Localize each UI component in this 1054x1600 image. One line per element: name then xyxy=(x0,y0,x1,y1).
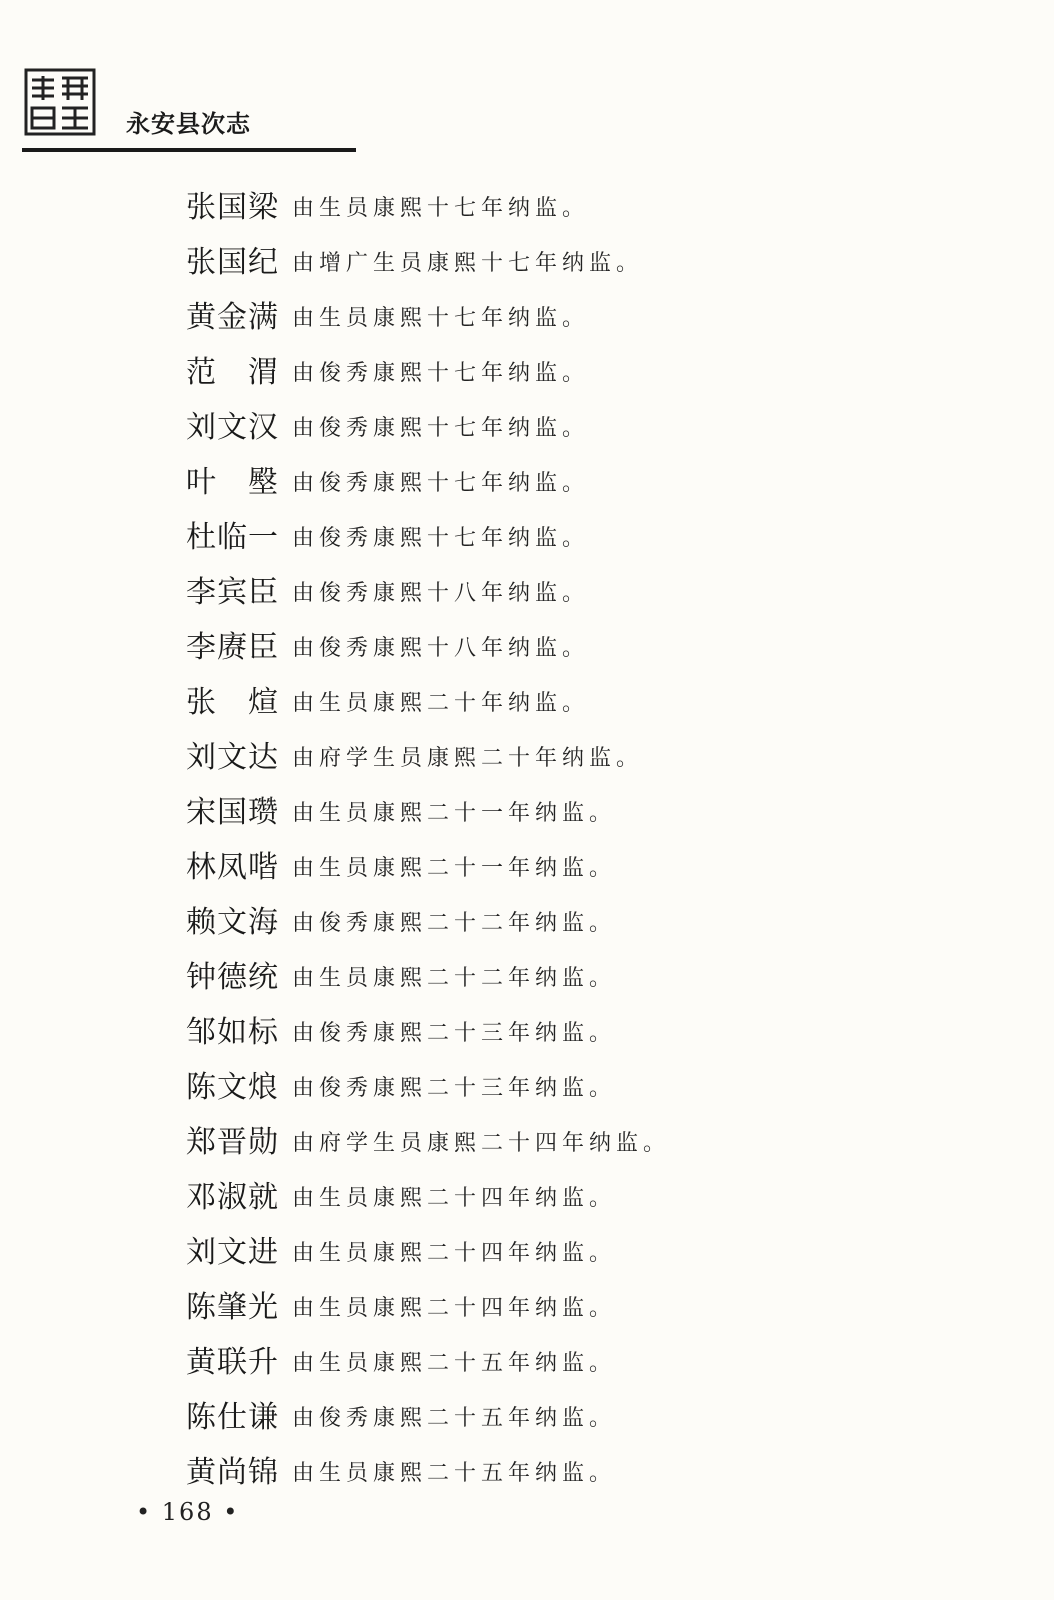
entry-name: 刘文汉 xyxy=(186,409,279,445)
entry-name: 李宾臣 xyxy=(186,574,279,610)
header-rule xyxy=(22,148,356,152)
list-item xyxy=(186,396,906,451)
entry-desc: 由俊秀康熙十八年纳监。 xyxy=(292,581,590,606)
entry-name: 邹如标 xyxy=(186,1014,279,1050)
entry-name: 郑晋勋 xyxy=(186,1124,279,1160)
entry-desc: 由俊秀康熙二十三年纳监。 xyxy=(292,1076,617,1101)
entry-desc: 由生员康熙二十五年纳监。 xyxy=(292,1461,617,1486)
entry-desc: 由府学生员康熙二十四年纳监。 xyxy=(292,1131,671,1156)
entry-desc: 由生员康熙二十一年纳监。 xyxy=(292,801,617,826)
list-item xyxy=(186,506,906,561)
entry-name: 邓淑就 xyxy=(186,1179,279,1215)
entry-name: 范 渭 xyxy=(186,354,279,390)
list-item xyxy=(186,836,906,891)
list-item xyxy=(186,341,906,396)
entry-name: 张国纪 xyxy=(186,244,279,280)
entry-name: 黄尚锦 xyxy=(186,1454,279,1490)
entry-name: 刘文达 xyxy=(186,739,279,775)
entry-name: 黄联升 xyxy=(186,1344,279,1380)
list-item xyxy=(186,1111,906,1166)
entry-name: 杜临一 xyxy=(186,519,279,555)
entry-name: 黄金满 xyxy=(186,299,279,335)
entry-name: 李赓臣 xyxy=(186,629,279,665)
seal-stamp-icon xyxy=(24,66,96,138)
entry-desc: 由俊秀康熙二十三年纳监。 xyxy=(292,1021,617,1046)
entry-name: 宋国瓒 xyxy=(186,794,279,830)
entry-name: 张国梁 xyxy=(186,189,279,225)
entry-desc: 由俊秀康熙十七年纳监。 xyxy=(292,471,590,496)
list-item xyxy=(186,1276,906,1331)
entry-name: 陈仕谦 xyxy=(186,1399,279,1435)
entry-name: 林凤喈 xyxy=(186,849,279,885)
list-item xyxy=(186,1331,906,1386)
list-item xyxy=(186,781,906,836)
entry-name: 陈肇光 xyxy=(186,1289,279,1325)
list-item xyxy=(186,1221,906,1276)
entry-name: 刘文进 xyxy=(186,1234,279,1270)
list-item xyxy=(186,1386,906,1441)
list-item xyxy=(186,451,906,506)
entry-desc: 由俊秀康熙二十二年纳监。 xyxy=(292,911,617,936)
entry-desc: 由生员康熙二十二年纳监。 xyxy=(292,966,617,991)
list-item xyxy=(186,561,906,616)
entry-desc: 由生员康熙二十四年纳监。 xyxy=(292,1241,617,1266)
entry-name: 赖文海 xyxy=(186,904,279,940)
entry-list xyxy=(186,176,906,1496)
list-item xyxy=(186,671,906,726)
entry-desc: 由生员康熙二十年纳监。 xyxy=(292,691,590,716)
list-item xyxy=(186,1166,906,1221)
entry-desc: 由生员康熙十七年纳监。 xyxy=(292,306,590,331)
list-item xyxy=(186,1441,906,1496)
entry-desc: 由生员康熙二十四年纳监。 xyxy=(292,1186,617,1211)
list-item xyxy=(186,1001,906,1056)
entry-desc: 由俊秀康熙二十五年纳监。 xyxy=(292,1406,617,1431)
entry-desc: 由生员康熙二十五年纳监。 xyxy=(292,1351,617,1376)
page-number: • 168 • xyxy=(136,1498,240,1526)
entry-desc: 由俊秀康熙十七年纳监。 xyxy=(292,416,590,441)
entry-desc: 由生员康熙二十一年纳监。 xyxy=(292,856,617,881)
entry-name: 钟德统 xyxy=(186,959,279,995)
list-item xyxy=(186,891,906,946)
list-item xyxy=(186,286,906,341)
entry-desc: 由俊秀康熙十七年纳监。 xyxy=(292,361,590,386)
entry-desc: 由生员康熙十七年纳监。 xyxy=(292,196,590,221)
list-item xyxy=(186,1056,906,1111)
entry-desc: 由俊秀康熙十八年纳监。 xyxy=(292,636,590,661)
entry-name: 叶 壂 xyxy=(186,464,279,500)
list-item xyxy=(186,231,906,286)
list-item xyxy=(186,176,906,231)
entry-desc: 由增广生员康熙十七年纳监。 xyxy=(292,251,644,276)
header-title: 永安县次志 xyxy=(126,110,251,138)
entry-desc: 由生员康熙二十四年纳监。 xyxy=(292,1296,617,1321)
entry-desc: 由府学生员康熙二十年纳监。 xyxy=(292,746,644,771)
entry-desc: 由俊秀康熙十七年纳监。 xyxy=(292,526,590,551)
entry-name: 张 煊 xyxy=(186,684,279,720)
list-item xyxy=(186,616,906,671)
entry-name: 陈文烺 xyxy=(186,1069,279,1105)
list-item xyxy=(186,946,906,1001)
list-item xyxy=(186,726,906,781)
